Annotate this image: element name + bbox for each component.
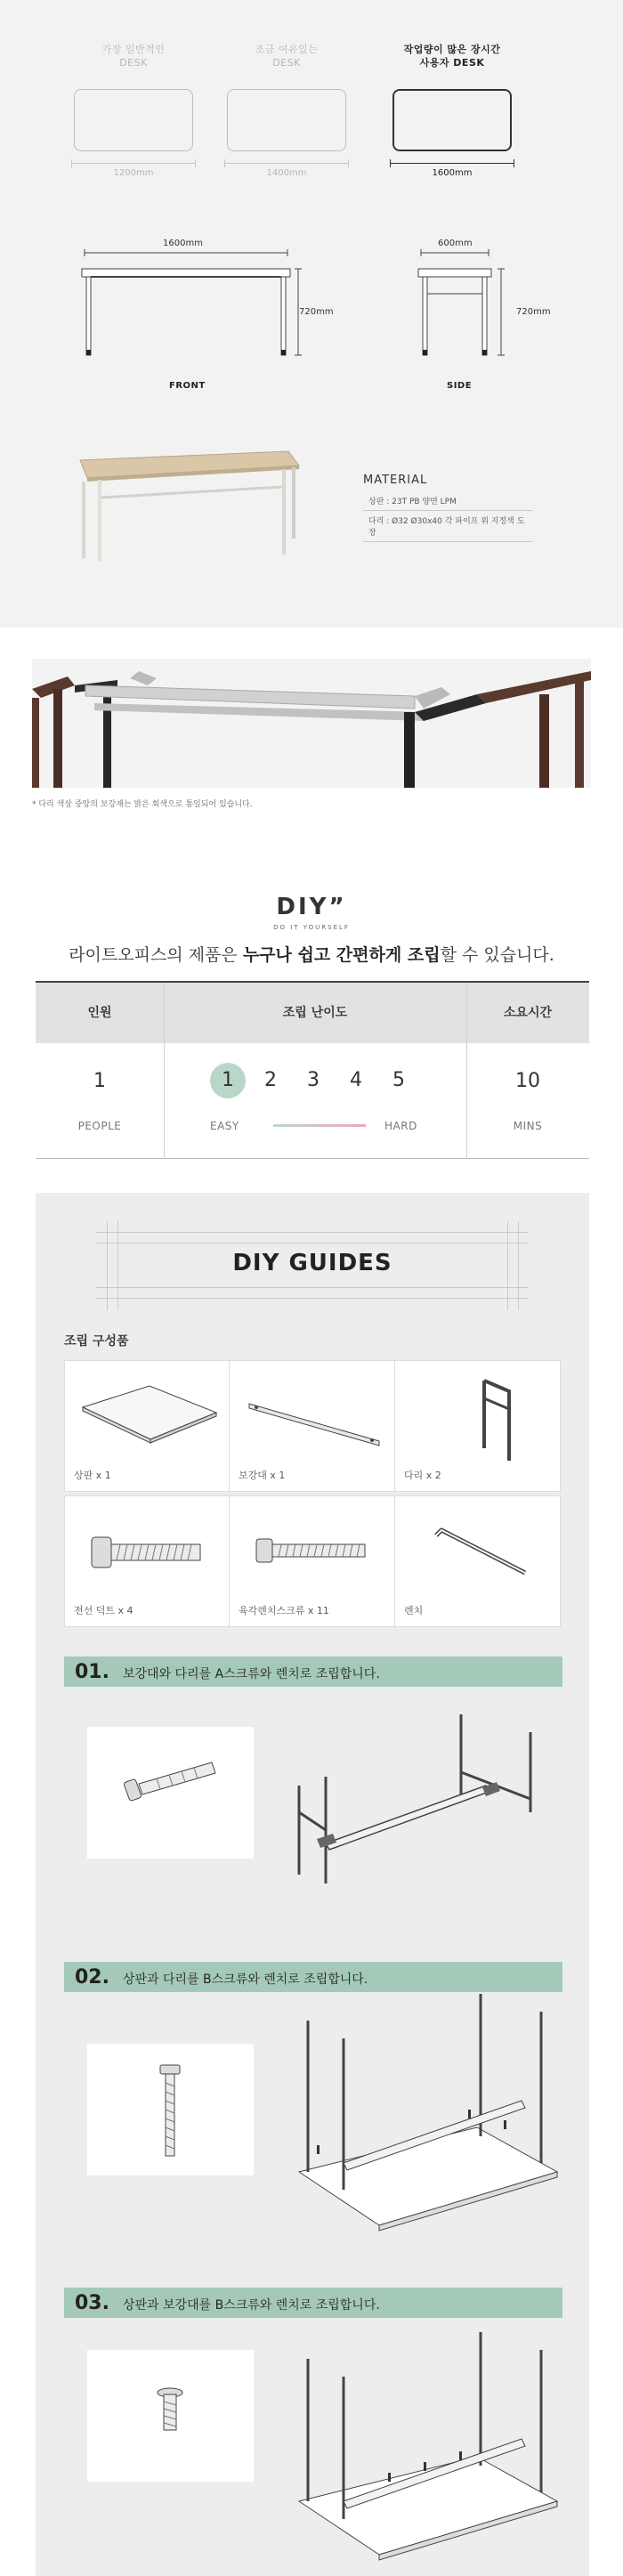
diy-guides xyxy=(36,1193,589,2576)
front-label: FRONT xyxy=(169,381,206,391)
step-02-bar xyxy=(64,1962,562,1992)
intro-bold: 누구나 쉽고 간편하게 조립 xyxy=(242,945,441,965)
size-caption-sub: 사용자 DESK xyxy=(419,57,485,69)
intro-text: 라이트오피스의 제품은 xyxy=(69,945,243,965)
step-01-bar xyxy=(64,1657,562,1687)
part-card-top-board xyxy=(64,1360,231,1492)
table-divider xyxy=(164,983,165,1159)
size-width: 1200mm xyxy=(113,168,154,178)
top-board-icon xyxy=(65,1361,231,1468)
bolt-icon xyxy=(65,1496,231,1603)
size-caption-sub: DESK xyxy=(119,57,148,69)
front-width: 1600mm xyxy=(163,239,203,248)
front-height: 720mm xyxy=(299,307,334,317)
dimension-line xyxy=(71,163,196,164)
step-text: 상판과 보강대를 B스크류와 렌치로 조립합니다. xyxy=(123,2298,380,2313)
side-drawing xyxy=(414,240,512,374)
people-unit: PEOPLE xyxy=(77,1120,122,1132)
dimension-line xyxy=(390,163,514,164)
dimension-line xyxy=(224,163,349,164)
hex-screw-icon xyxy=(230,1496,396,1603)
part-card-brace xyxy=(229,1360,395,1492)
step-02-drawing xyxy=(290,1994,562,2234)
difficulty-level-4: 4 xyxy=(350,1069,362,1091)
difficulty-gradient xyxy=(273,1124,366,1127)
diy-title: DIY” xyxy=(276,894,347,920)
difficulty-level-5: 5 xyxy=(392,1069,405,1091)
hex-screw-icon xyxy=(87,2350,254,2482)
brace-bar-icon xyxy=(230,1361,396,1468)
frame-illustration xyxy=(32,659,591,788)
leg-icon xyxy=(395,1361,562,1468)
part-label: 육각렌치스크류 x 11 xyxy=(239,1605,329,1616)
step-01-drawing xyxy=(290,1705,562,1892)
difficulty-level-3: 3 xyxy=(307,1069,320,1091)
size-caption: 작업량이 많은 장시간 xyxy=(403,44,501,55)
frame-note: * 다리 색상 중앙의 보강재는 밝은 회색으로 통일되어 있습니다. xyxy=(32,800,253,809)
step-03-screw-card xyxy=(87,2350,254,2482)
diy-subtitle: DO IT YOURSELF xyxy=(273,924,350,931)
material-row: 상판 : 23T PB 양면 LPM xyxy=(363,491,532,511)
size-caption: 조금 여유있는 xyxy=(255,44,319,55)
step-text: 상판과 다리를 B스크류와 렌치로 조립합니다. xyxy=(123,1973,368,1987)
step-03-bar xyxy=(64,2288,562,2318)
frame-photo xyxy=(32,659,591,788)
hex-wrench-icon xyxy=(395,1496,562,1603)
head-people: 인원 xyxy=(36,983,164,1043)
size-caption-sub: DESK xyxy=(272,57,301,69)
step-02-screw-card xyxy=(87,2044,254,2175)
part-label: 상판 x 1 xyxy=(74,1470,111,1481)
side-width: 600mm xyxy=(438,239,473,248)
hard-label: HARD xyxy=(384,1120,417,1132)
material-row: 다리 : Ø32 Ø30x40 각 파이프 위 지정색 도장 xyxy=(363,511,532,542)
parts-label: 조립 구성품 xyxy=(64,1334,129,1349)
intro-text-end: 할 수 있습니다. xyxy=(440,945,554,965)
part-card-leg xyxy=(394,1360,561,1492)
step-number: 02. xyxy=(75,1966,109,1989)
part-label: 렌치 xyxy=(404,1605,424,1616)
head-time: 소요시간 xyxy=(466,983,589,1043)
step-text: 보강대와 다리를 A스크류와 렌치로 조립합니다. xyxy=(123,1667,380,1681)
front-drawing xyxy=(71,240,303,374)
part-card-wrench xyxy=(394,1495,561,1627)
part-label: 다리 x 2 xyxy=(404,1470,441,1481)
size-option-1200 xyxy=(71,43,196,178)
part-label: 보강대 x 1 xyxy=(239,1470,286,1481)
step-number: 01. xyxy=(75,1661,109,1683)
size-option-1600 xyxy=(390,43,514,178)
time-value: 10 xyxy=(515,1070,540,1092)
side-label: SIDE xyxy=(447,381,473,391)
desk-outline xyxy=(74,89,193,151)
diy-table xyxy=(36,981,589,1159)
bolt-icon xyxy=(87,1727,254,1859)
diy-intro xyxy=(0,942,623,966)
size-width: 1400mm xyxy=(266,168,307,178)
spec-section xyxy=(0,0,623,628)
title-guide-line xyxy=(96,1298,529,1299)
easy-label: EASY xyxy=(210,1120,239,1132)
head-difficulty: 조립 난이도 xyxy=(164,983,466,1043)
title-guide-line xyxy=(96,1232,529,1233)
guides-title: DIY GUIDES xyxy=(232,1250,392,1276)
size-caption: 가장 일반적인 xyxy=(101,44,166,55)
desk-outline xyxy=(227,89,346,151)
step-03-drawing xyxy=(290,2323,562,2564)
difficulty-level-2: 2 xyxy=(264,1069,277,1091)
material-box xyxy=(363,474,532,542)
material-title: MATERIAL xyxy=(363,474,428,487)
people-value: 1 xyxy=(93,1070,106,1092)
difficulty-level-1: 1 xyxy=(210,1063,246,1098)
desk-photo xyxy=(66,441,306,574)
size-option-1400 xyxy=(224,43,349,178)
step-01-screw-card xyxy=(87,1727,254,1859)
side-height: 720mm xyxy=(516,307,551,317)
part-card-bolt xyxy=(64,1495,231,1627)
title-guide-line xyxy=(96,1287,529,1288)
step-number: 03. xyxy=(75,2292,109,2314)
part-card-hex-screw xyxy=(229,1495,395,1627)
desk-outline xyxy=(392,89,512,151)
part-label: 전선 덕트 x 4 xyxy=(74,1605,134,1616)
size-width: 1600mm xyxy=(432,168,473,178)
hex-screw-icon xyxy=(87,2044,254,2175)
time-unit: MINS xyxy=(513,1120,543,1132)
